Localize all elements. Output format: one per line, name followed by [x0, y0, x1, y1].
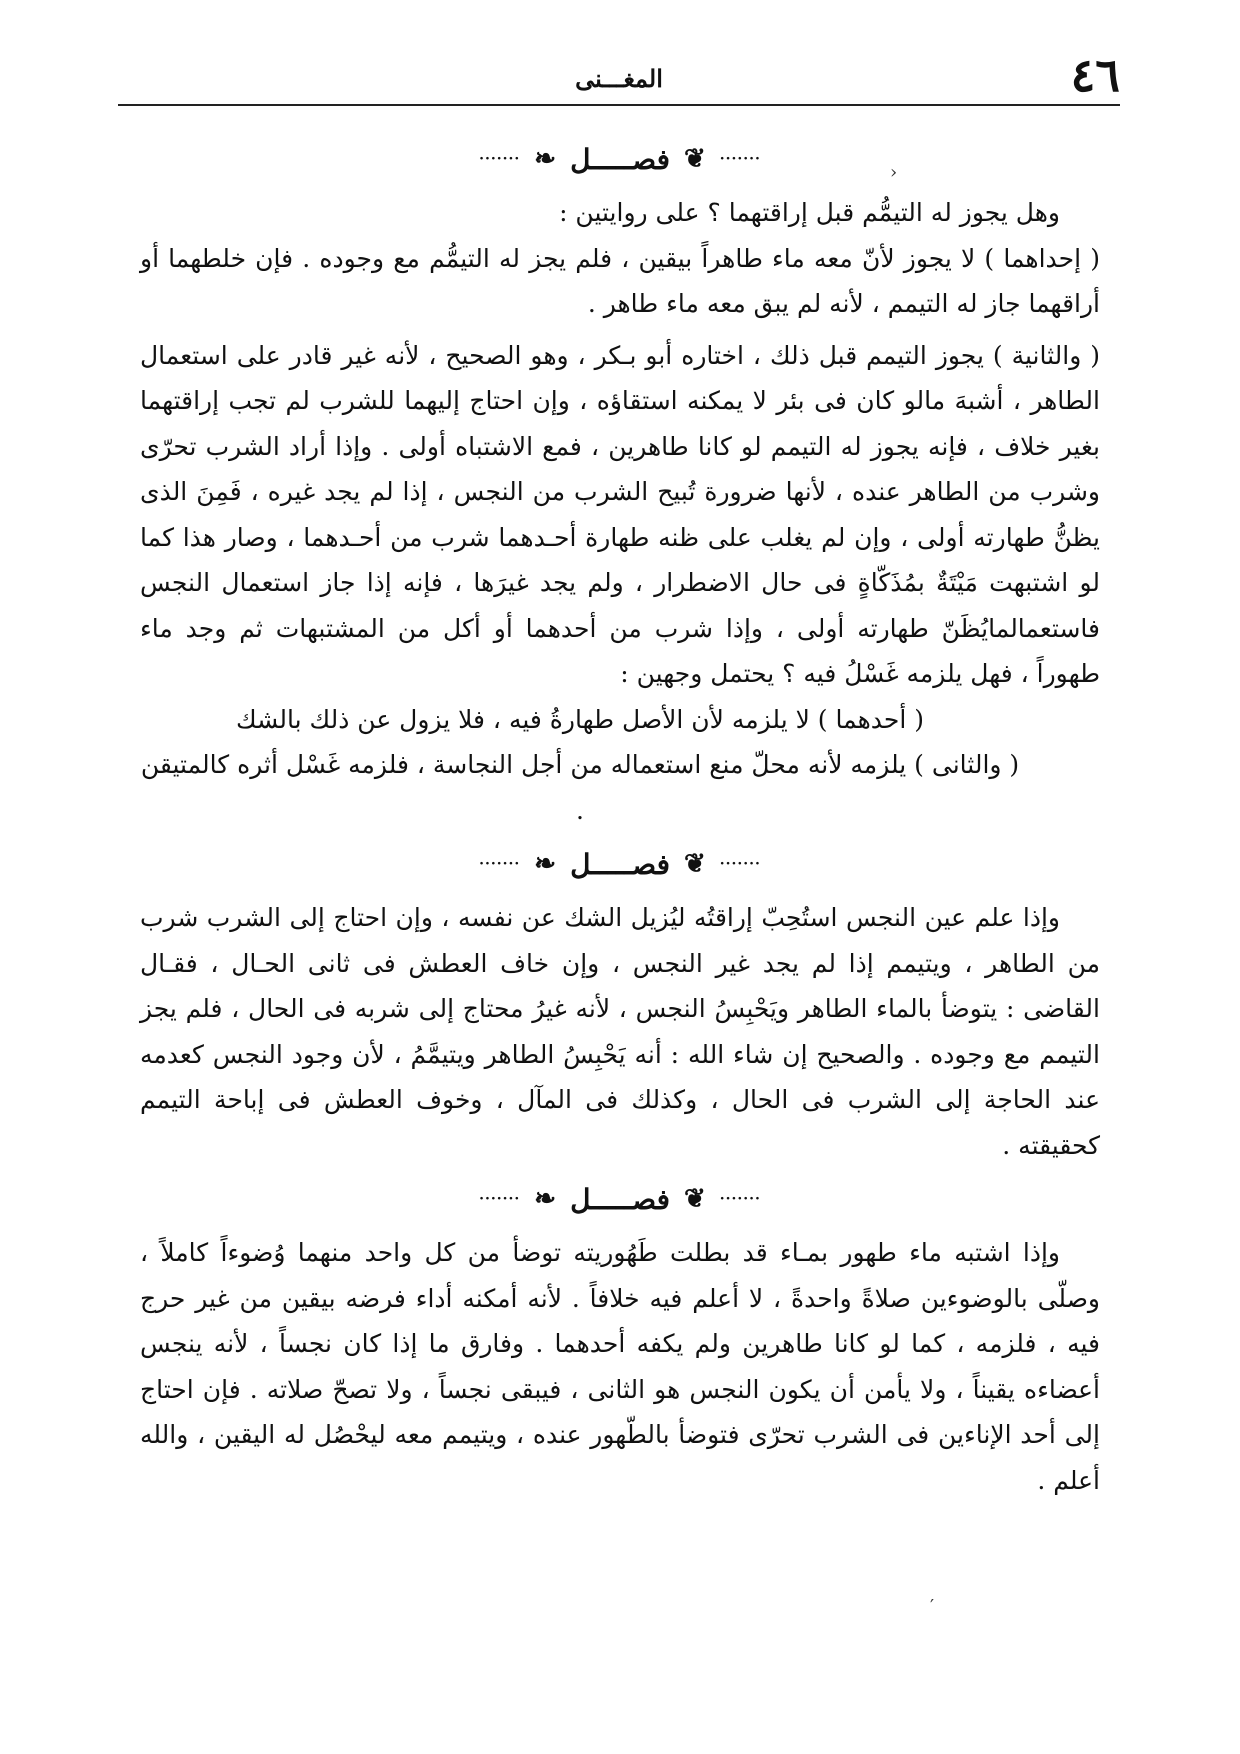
- paragraph: ( أحدهما ) لا يلزمه لأن الأصل طهارةُ فيه ، فلا يزول عن ذلك بالشك: [236, 704, 924, 734]
- ornament-icon: ❧: [534, 849, 557, 879]
- ornament-icon: ❧: [534, 1184, 557, 1214]
- scan-speck: ‹: [890, 162, 898, 183]
- section-heading-text: فصـــــل: [570, 142, 670, 176]
- header-rule: [118, 104, 1120, 106]
- paragraph: ( إحداهما ) لا يجوز لأنّ معه ماء طاهراً بيقين ، فلم يجز له التيمُّم مع وجوده . فإن خلطهما أو أراقهما جاز له التيمم ، لأنه لم يبق معه ماء طاهر .: [140, 243, 1100, 318]
- section-heading: [140, 833, 1100, 895]
- body-text: [140, 128, 1100, 1503]
- section-heading: [140, 1168, 1100, 1230]
- page-number: ٤٦: [1070, 48, 1120, 102]
- ornament-dots: ·······: [719, 856, 761, 872]
- paragraph: وهل يجوز له التيمُّم قبل إراقتهما ؟ على روايتين :: [559, 198, 1060, 227]
- section-heading-text: فصـــــل: [570, 1182, 670, 1216]
- ornament-icon: ❦: [683, 849, 706, 879]
- ornament-dots: ·······: [479, 856, 521, 872]
- paragraph: وإذا علم عين النجس استُحِبّ إراقتُه ليُزيل الشك عن نفسه ، وإن احتاج إلى الشرب شرب من الطاهر ، ويتيمم إذا لم يجد غير النجس ، وإن خاف العطش فى ثانى الحـال ، فقـال القاضى : يتوضأ بالماء الطاهر ويَحْبِسُ النجس ، لأنه غيرُ محتاج إلى شربه فى الحال ، فلم يجز التيمم مع وجوده . والصحيح إن شاء الله : أنه يَحْبِسُ الطاهر ويتيمَّمُ ، لأن وجود النجس كعدمه عند الحاجة إلى الشرب فى الحال ، وكذلك فى المآل ، وخوف العطش فى إباحة التيمم كحقيقته .: [140, 903, 1100, 1160]
- section-heading-text: فصـــــل: [570, 847, 670, 881]
- ornament-dots: ·······: [719, 1191, 761, 1207]
- ornament-icon: ❧: [534, 144, 557, 174]
- ornament-dots: ·······: [479, 151, 521, 167]
- paragraph: ( والثانى ) يلزمه لأنه محلّ منع استعماله من أجل النجاسة ، فلزمه غَسْل أثره كالمتيقن .: [140, 750, 1020, 825]
- ornament-dots: ·······: [719, 151, 761, 167]
- running-title: المغـــنى: [575, 64, 663, 93]
- ornament-icon: ❦: [683, 144, 706, 174]
- ornament-dots: ·······: [479, 1191, 521, 1207]
- section-heading: [140, 128, 1100, 190]
- scan-speck: ′: [930, 1596, 935, 1617]
- paragraph: وإذا اشتبه ماء طهور بمـاء قد بطلت طَهُوريته توضأ من كل واحد منهما وُضوءاً كاملاً ، وصلّى بالوضوءين صلاةً واحدةً ، لا أعلم فيه خلافاً . لأنه أمكنه أداء فرضه بيقين من غير حرج فيه ، فلزمه ، كما لو كانا طاهرين ولم يكفه أحدهما . وفارق ما إذا كان نجساً ، لأنه ينجس أعضاءه يقيناً ، ولا يأمن أن يكون النجس هو الثانى ، فيبقى نجساً ، ولا تصحّ صلاته . فإن احتاج إلى أحد الإناءين فى الشرب تحرّى فتوضأ بالطّهور عنده ، ويتيمم معه ليحْصُل له اليقين ، والله أعلم .: [140, 1238, 1100, 1495]
- ornament-icon: ❦: [683, 1184, 706, 1214]
- page-header: [118, 48, 1120, 106]
- paragraph: ( والثانية ) يجوز التيمم قبل ذلك ، اختاره أبو بـكر ، وهو الصحيح ، لأنه غير قادر على استعمال الطاهر ، أشبهَ مالو كان فى بئر لا يمكنه استقاؤه ، وإن احتاج إليهما للشرب لم تجب إراقتهما بغير خلاف ، فإنه يجوز له التيمم لو كانا طاهرين ، فمع الاشتباه أولى . وإذا أراد الشرب تحرّى وشرب من الطاهر عنده ، لأنها ضرورة تُبيح الشرب من النجس ، إذا لم يجد غيره ، فَمِنَ الذى يظنُّ طهارته أولى ، وإن لم يغلب على ظنه طهارة أحـدهما شرب من أحـدهما ، وصار هذا كما لو اشتبهت مَيْتَةٌ بمُذَكّاةٍ فى حال الاضطرار ، ولم يجد غيرَها ، فإنه إذا جاز استعمال النجس فاستعمالمايُظَنّ طهارته أولى ، وإذا شرب من أحدهما أو أكل من المشتبهات ثم وجد ماء طهوراً ، فهل يلزمه غَسْلُ فيه ؟ يحتمل وجهين :: [140, 340, 1100, 688]
